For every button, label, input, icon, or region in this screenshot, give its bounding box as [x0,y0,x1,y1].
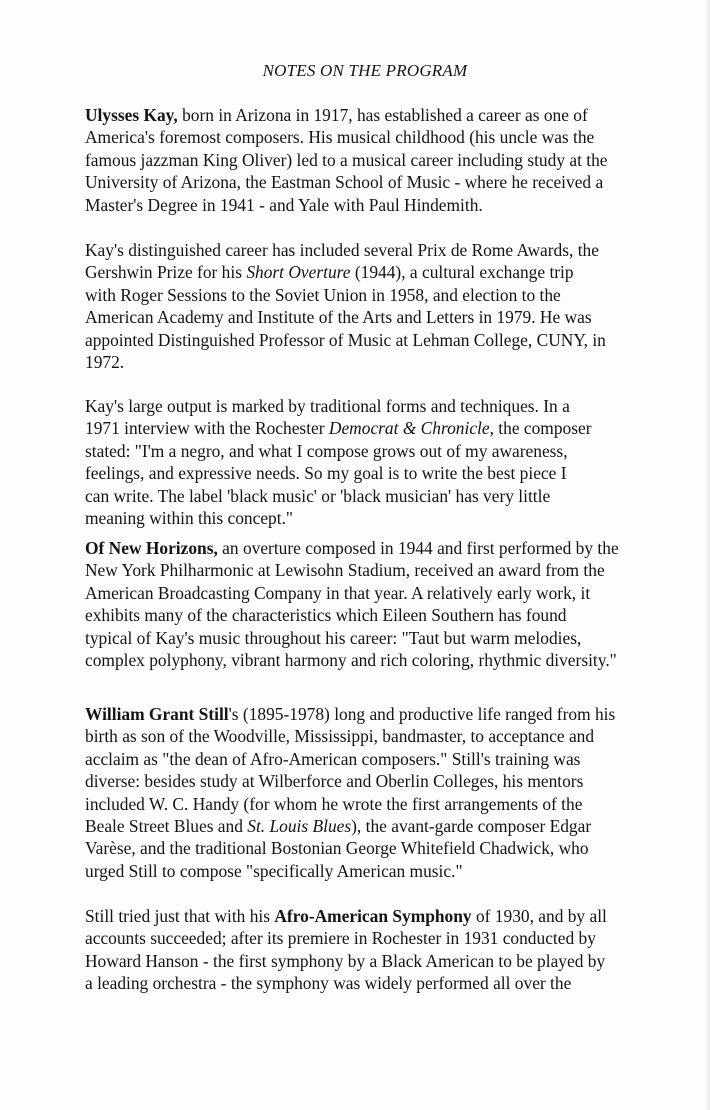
text-line: birth as son of the Woodville, Mississippi, bandmaster, to acceptance and [85,726,595,747]
text-run: 1971 interview with the Rochester [85,418,329,439]
text-line: feelings, and expressive needs. So my goal is to write the best piece I [85,463,567,484]
text-line: Kay's large output is marked by traditional forms and techniques. In a [85,396,570,416]
text-line: American Broadcasting Company in that year. A relatively early work, it [85,582,591,603]
text-line: with Roger Sessions to the Soviet Union in 1958, and election to the [85,284,561,305]
text-line: stated: "I'm a negro, and what I compose grows out of my awareness, [85,440,568,461]
paragraph-kay-output [85,395,675,529]
text-run: Beale Street Blues and [85,816,248,837]
text-line: acclaim as "the dean of Afro-American composers." Still's training was [85,748,581,769]
bold-title: Of New Horizons, [85,538,218,558]
text-line: famous jazzman King Oliver) led to a musical career including study at the [85,149,608,170]
text-line: Howard Hanson - the first symphony by a Black American to be played by [85,950,606,971]
text-line [85,417,675,439]
italic-title: Short Overture [246,262,351,283]
text-line [85,703,675,725]
text-line [85,815,675,837]
paragraph-william-grant-still [85,703,675,882]
bold-name: Ulysses Kay, [85,105,178,125]
text-line: included W. C. Handy (for whom he wrote the first arrangements of the [85,793,583,814]
bold-name: William Grant Still [85,704,229,724]
text-line [85,905,675,927]
paragraph-kay-career [85,239,675,373]
italic-title: St. Louis Blues [247,816,352,837]
text-run: of 1930, and by all [471,906,607,926]
text-line [85,261,675,283]
bold-title: Afro-American Symphony [274,906,472,926]
text-line: can write. The label 'black music' or 'black musician' has very little [85,485,551,506]
text-line: typical of Kay's music throughout his career: "Taut but warm melodies, [85,627,582,648]
paragraph-afro-american-symphony [85,905,675,995]
paragraph-ulysses-kay-intro [85,104,675,216]
page-heading: NOTES ON THE PROGRAM [262,61,468,80]
text-line: exhibits many of the characteristics which Eileen Southern has found [85,605,567,626]
text-run: ), the avant-garde composer Edgar [351,816,592,837]
text-line: Master's Degree in 1941 - and Yale with Paul Hindemith. [85,194,483,215]
page-edge-shadow [704,0,710,1110]
text-line: 1972. [85,352,125,373]
text-line: New York Philharmonic at Lewisohn Stadium, received an award from the [85,560,605,581]
text-line: urged Still to compose "specifically American music." [85,860,463,881]
text-line: America's foremost composers. His musical childhood (his uncle was the [85,127,595,148]
text-run: Gershwin Prize for his [85,262,247,283]
paragraph-of-new-horizons [85,537,675,671]
text-run: an overture composed in 1944 and first performed by the [217,538,619,558]
italic-title: Democrat & Chronicle [328,418,490,439]
text-line: University of Arizona, the Eastman School of Music - where he received a [85,172,604,193]
text-line [85,537,675,559]
text-run: , the composer [489,418,592,439]
text-line: Kay's distinguished career has included several Prix de Rome Awards, the [85,240,599,260]
text-line: diverse: besides study at Wilberforce and Oberlin Colleges, his mentors [85,771,584,792]
text-line: American Academy and Institute of the Arts and Letters in 1979. He was [85,307,592,328]
text-line [85,104,675,126]
text-run: (1944), a cultural exchange trip [350,262,574,283]
text-run: Still tried just that with his [85,906,275,926]
text-line: meaning within this concept." [85,508,294,529]
text-run: 's (1895-1978) long and productive life ranged from his [228,704,616,724]
text-line: appointed Distinguished Professor of Music at Lehman College, CUNY, in [85,329,606,350]
text-run: born in Arizona in 1917, has established a career as one of [177,105,588,125]
text-line: accounts succeeded; after its premiere in Rochester in 1931 conducted by [85,928,596,949]
text-line: Varèse, and the traditional Bostonian George Whitefield Chadwick, who [85,838,589,859]
text-line: a leading orchestra - the symphony was widely performed all over the [85,973,572,994]
text-line: complex polyphony, vibrant harmony and rich coloring, rhythmic diversity." [85,650,617,671]
